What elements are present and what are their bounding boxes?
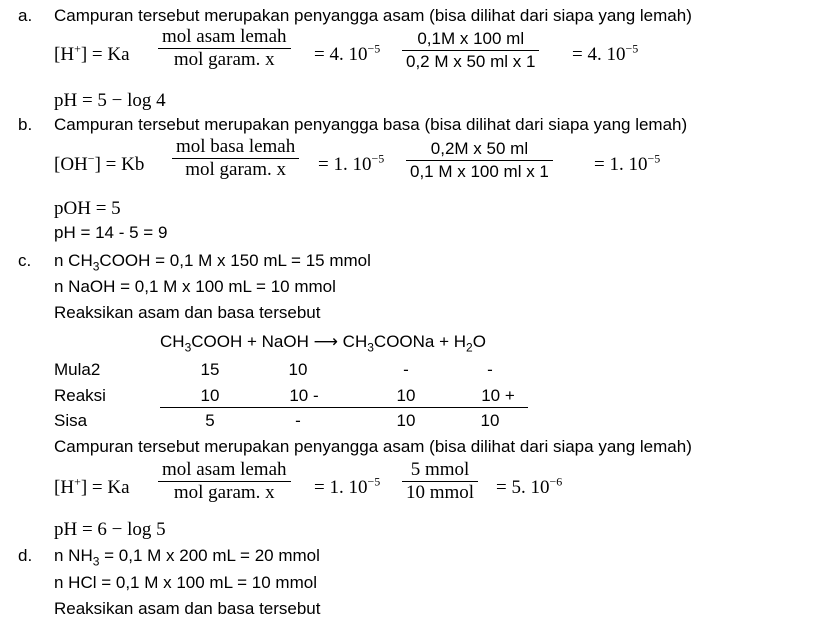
part-d-letter: d. — [18, 546, 33, 565]
part-a-fraction-values: $\frac{\text{0,1M x 100 ml}}{\text{0,2 M x 50 ml x 1}}$ — [402, 28, 539, 73]
cell: 10 — [396, 411, 416, 430]
part-a-statement: Campuran tersebut merupakan penyangga asam (bisa dilihat dari siapa yang lemah) — [54, 6, 692, 25]
part-c-fraction-mol: mol asam lemah mol garam. x — [158, 459, 291, 504]
row-label: Reaksi — [54, 386, 106, 405]
part-a-eq1: = 4. $10^{-5}$ — [314, 41, 381, 65]
cell: 15 — [200, 360, 220, 379]
cell: 5 — [205, 411, 215, 430]
part-a-fraction-mol: mol asam lemah mol garam. x — [158, 26, 291, 71]
part-a-ph: pH = 5 − log 4 — [54, 90, 166, 111]
cell: - — [487, 360, 493, 379]
part-d-instruction: Reaksikan asam dan basa tersebut — [54, 599, 321, 618]
part-b-fraction-values: $\frac{\text{0,2M x 50 ml}}{\text{0,1 M x 100 ml x 1}}$ — [406, 138, 553, 183]
cell: 10 — [480, 411, 500, 430]
part-b-eq2: = 1. $10^{-5}$ — [594, 151, 661, 175]
part-c-letter: c. — [18, 251, 32, 270]
cell: 10 — [396, 386, 416, 405]
part-c-reaction-equation: $CH_3COOH$ + NaOH ⟶ $CH_3COONa + H_2O$ — [160, 332, 486, 355]
cell: 10 — [288, 360, 308, 379]
part-c-instruction: Reaksikan asam dan basa tersebut — [54, 303, 321, 322]
part-b-fraction-mol: mol basa lemah mol garam. x — [172, 136, 299, 181]
part-c-statement: Campuran tersebut merupakan penyangga asam (bisa dilihat dari siapa yang lemah) — [54, 437, 692, 456]
part-b-lhs: [OH−] = Kb — [54, 151, 145, 175]
part-a-letter: a. — [18, 6, 33, 25]
cell: 10 — [200, 386, 220, 405]
row-label: Mula2 — [54, 360, 101, 379]
part-b-ph: pH = 14 - 5 = 9 — [54, 223, 168, 242]
part-a-lhs: [H+] = Ka — [54, 41, 130, 65]
part-d-mol-hcl: n HCl = 0,1 M x 100 mL = 10 mmol — [54, 573, 317, 592]
part-c-fraction-values: 5 mmol 10 mmol — [402, 459, 478, 504]
cell: 10 - — [289, 386, 319, 405]
part-b-letter: b. — [18, 115, 33, 134]
cell: 10 + — [481, 386, 515, 405]
part-c-mol-ch3cooh: n $CH_3COOH = 0,1$ M x 150 mL = 15 mmol — [54, 251, 371, 274]
cell: - — [403, 360, 409, 379]
part-d-mol-nh3: n $NH_3 = 0,1$ M x 200 mL = 20 mmol — [54, 546, 320, 569]
part-c-ph: pH = 6 − log 5 — [54, 519, 166, 540]
row-label: Sisa — [54, 411, 88, 430]
part-b-poh: pOH = 5 — [54, 198, 121, 219]
part-b-statement: Campuran tersebut merupakan penyangga basa (bisa dilihat dari siapa yang lemah) — [54, 115, 688, 134]
table-divider — [160, 407, 528, 408]
part-c-mol-naoh: n NaOH = 0,1 M x 100 mL = 10 mmol — [54, 277, 336, 296]
part-b-eq1: = 1. $10^{-5}$ — [318, 151, 385, 175]
part-a-eq2: = 4. $10^{-5}$ — [572, 41, 639, 65]
cell: - — [295, 411, 301, 430]
part-c-eq1: = 1. $10^{-5}$ — [314, 474, 381, 498]
part-c-eq2: = 5. $10^{-6}$ — [496, 474, 563, 498]
part-c-lhs: [H+] = Ka — [54, 474, 130, 498]
